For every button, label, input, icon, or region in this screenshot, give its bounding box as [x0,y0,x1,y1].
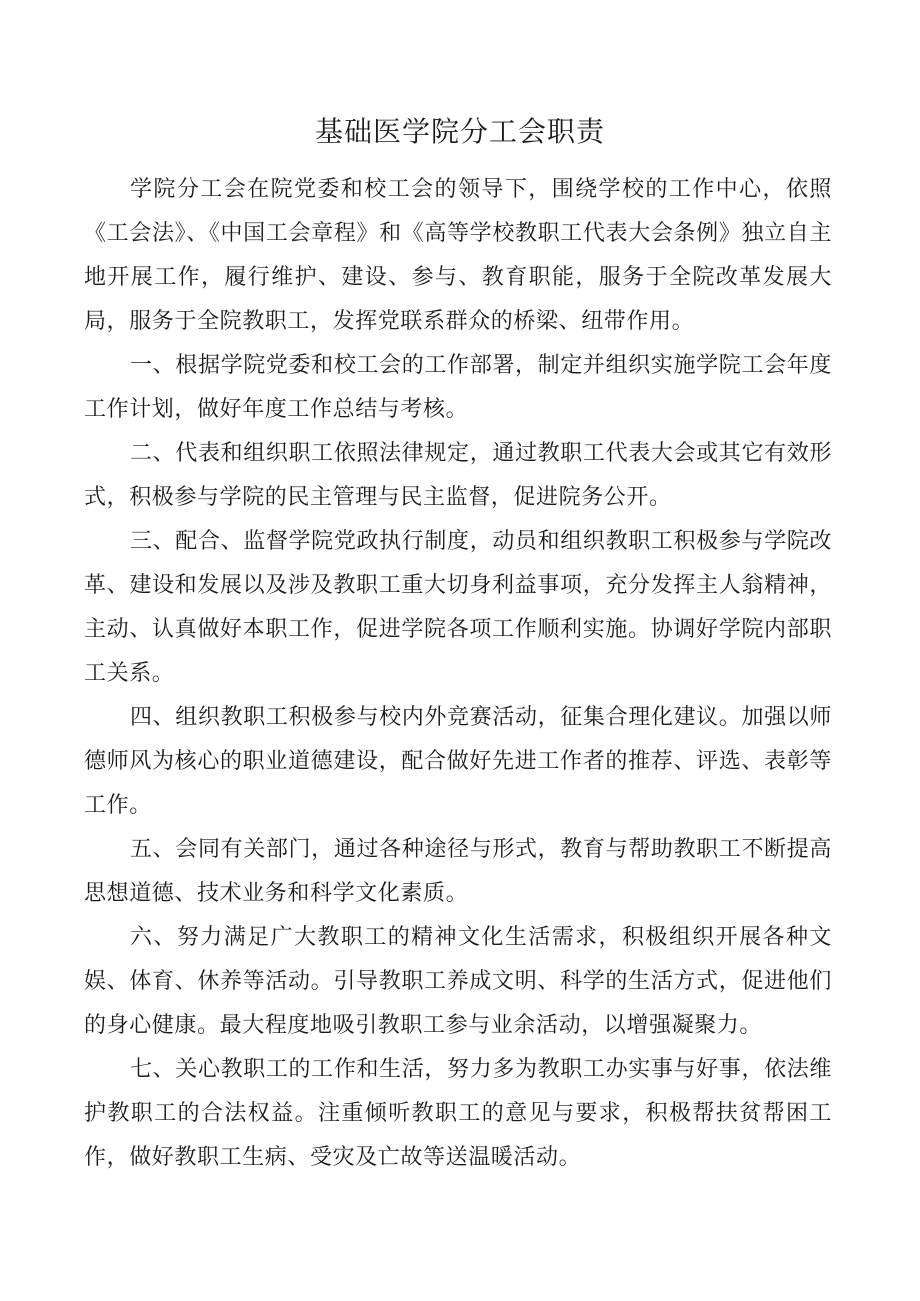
document-title: 基础医学院分工会职责 [314,115,605,148]
paragraph-item-7: 七、关心教职工的工作和生活，努力多为教职工办实事与好事，依法维护教职工的合法权益。注重倾听教职工的意见与要求，积极帮扶贫帮困工作，做好教职工生病、受灾及亡故等送温暖活动。 [84,1057,832,1170]
paragraph-intro: 学院分工会在院党委和校工会的领导下，围绕学校的工作中心，依照《工会法》、《中国工会章程》和《高等学校教职工代表大会条例》独立自主地开展工作，履行维护、建设、参与、教育职能，服务于全院改革发展大局，服务于全院教职工，发挥党联系群众的桥梁、纽带作用。 [84,177,832,334]
paragraph-item-1: 一、根据学院党委和校工会的工作部署，制定并组织实施学院工会年度工作计划，做好年度工作总结与考核。 [84,353,832,422]
paragraph-item-2: 二、代表和组织职工依照法律规定，通过教职工代表大会或其它有效形式，积极参与学院的民主管理与民主监督，促进院务公开。 [84,441,832,510]
paragraph-item-4: 四、组织教职工积极参与校内外竞赛活动，征集合理化建议。加强以师德师风为核心的职业道德建设，配合做好先进工作者的推荐、评选、表彰等工作。 [84,705,832,818]
document-body [84,168,832,1180]
paragraph-item-5: 五、会同有关部门，通过各种途径与形式，教育与帮助教职工不断提高思想道德、技术业务和科学文化素质。 [84,837,832,906]
paragraph-item-3: 三、配合、监督学院党政执行制度，动员和组织教职工积极参与学院改革、建设和发展以及涉及教职工重大切身利益事项，充分发挥主人翁精神，主动、认真做好本职工作，促进学院各项工作顺利实施。协调好学院内部职工关系。 [84,529,832,686]
paragraph-item-6: 六、努力满足广大教职工的精神文化生活需求，积极组织开展各种文娱、体育、休养等活动。引导教职工养成文明、科学的生活方式，促进他们的身心健康。最大程度地吸引教职工参与业余活动，以增强凝聚力。 [84,925,832,1038]
